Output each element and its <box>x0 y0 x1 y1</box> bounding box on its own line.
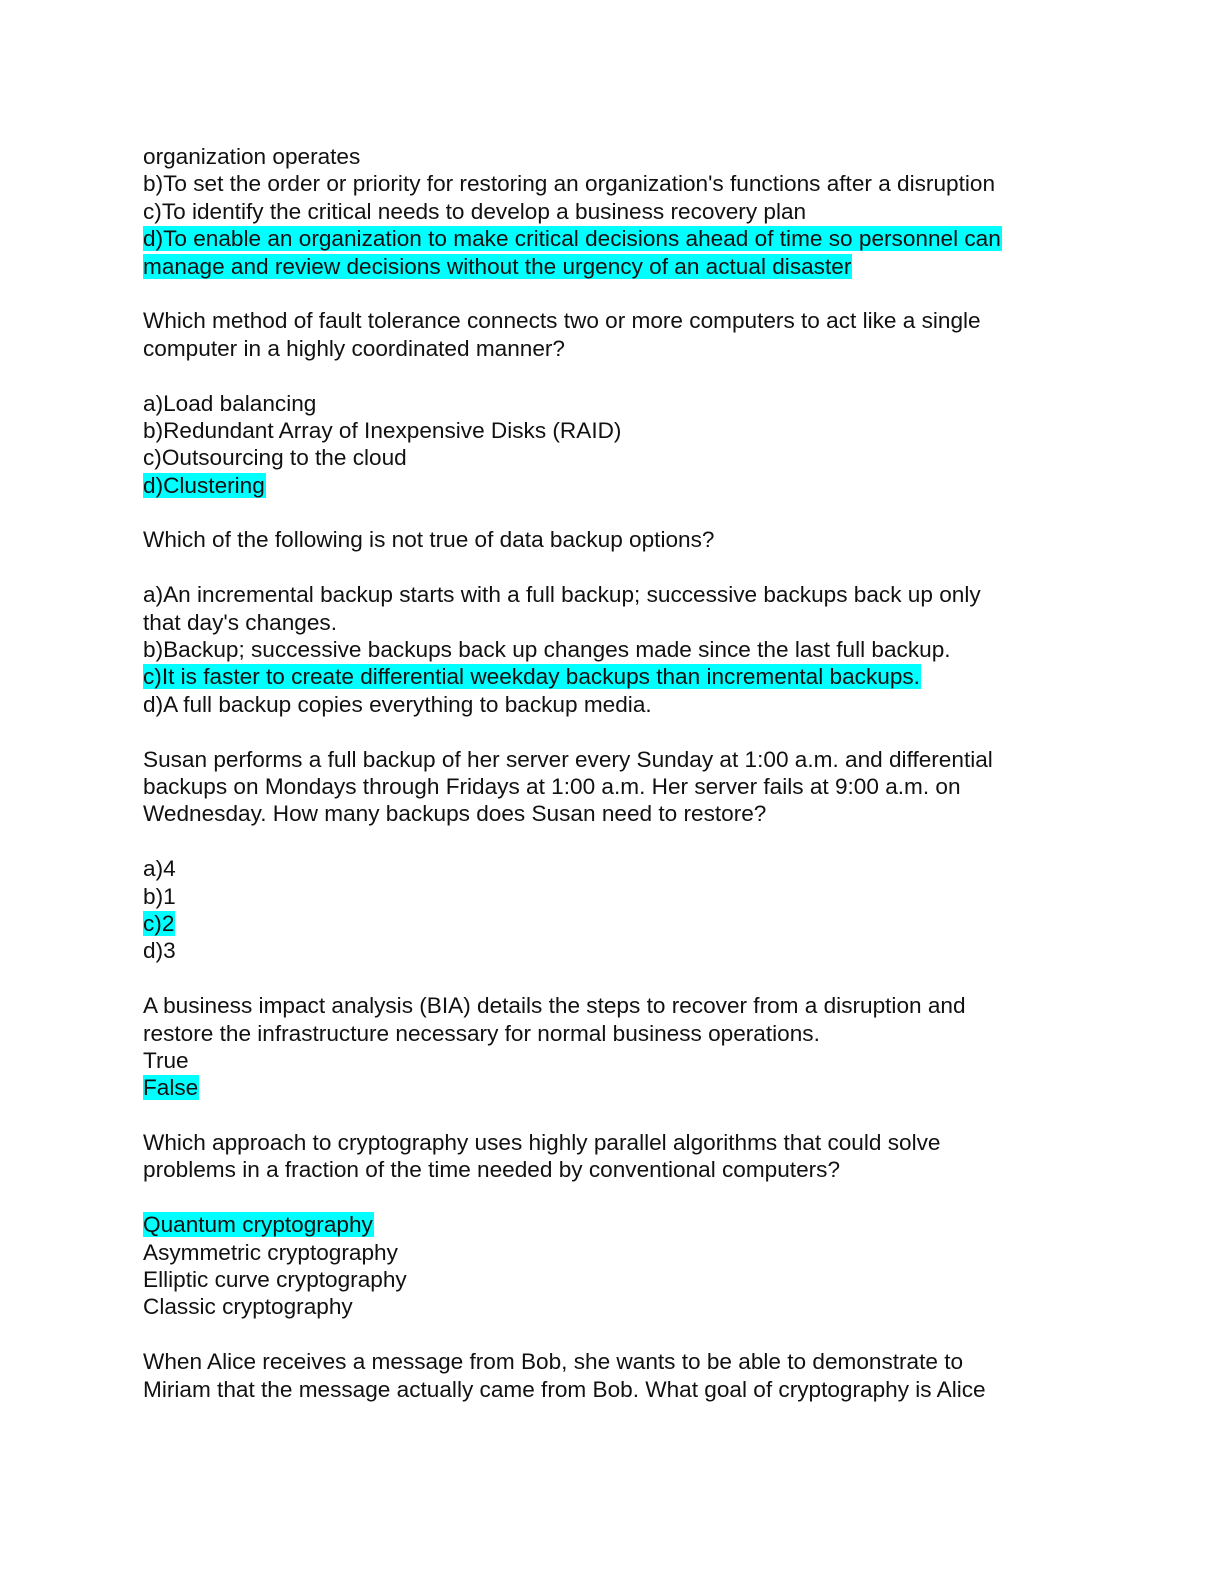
answer-option-false <box>143 1074 1073 1101</box>
question-stem-line: Which method of fault tolerance connects two or more computers to act like a single <box>143 308 981 334</box>
question-stem-line: Which approach to cryptography uses highly parallel algorithms that could solve <box>143 1130 941 1156</box>
answer-option-2: Asymmetric cryptography <box>143 1239 398 1265</box>
question-stem-line: A business impact analysis (BIA) details the steps to recover from a disruption and <box>143 993 966 1019</box>
question-stem-line: Miriam that the message actually came from Bob. What goal of cryptography is Alice <box>143 1376 986 1402</box>
spacer <box>143 965 1073 992</box>
spacer <box>143 828 1073 855</box>
spacer <box>143 1321 1073 1348</box>
answer-option-c <box>143 663 1073 690</box>
question-stem-line: Susan performs a full backup of her server every Sunday at 1:00 a.m. and differential <box>143 746 993 772</box>
answer-option-1 <box>143 1211 1073 1238</box>
spacer <box>143 718 1073 745</box>
answer-option-4: Classic cryptography <box>143 1294 353 1320</box>
answer-option-a: a)4 <box>143 856 176 882</box>
question-stem-line: Wednesday. How many backups does Susan need to restore? <box>143 801 767 827</box>
answer-option-a-line2: that day's changes. <box>143 609 337 635</box>
answer-option-d-line2 <box>143 253 1073 280</box>
question-block-6 <box>143 1348 1073 1403</box>
answer-option-b: b)To set the order or priority for restoring an organization's functions after a disruption <box>143 171 996 197</box>
spacer <box>143 1102 1073 1129</box>
answer-option-d: d)3 <box>143 938 176 964</box>
answer-option-d-line1 <box>143 225 1073 252</box>
spacer <box>143 280 1073 307</box>
correct-answer-highlight: False <box>143 1075 199 1101</box>
question-stem-line: computer in a highly coordinated manner? <box>143 335 566 361</box>
answer-option-b: b)Redundant Array of Inexpensive Disks (RAID) <box>143 417 622 443</box>
answer-option-d <box>143 472 1073 499</box>
question-block-3 <box>143 746 1073 965</box>
answer-option-d: d)A full backup copies everything to backup media. <box>143 691 652 717</box>
answer-option-a: a)Load balancing <box>143 390 317 416</box>
question-block-2 <box>143 526 1073 718</box>
question-block-0 <box>143 143 1073 280</box>
question-stem-line: restore the infrastructure necessary for normal business operations. <box>143 1020 820 1046</box>
correct-answer-highlight: Quantum cryptography <box>143 1212 373 1238</box>
correct-answer-highlight: c)It is faster to create differential weekday backups than incremental backups. <box>143 664 920 690</box>
answer-option-a-line1: a)An incremental backup starts with a full backup; successive backups back up only <box>143 582 981 608</box>
answer-option-b: b)Backup; successive backups back up changes made since the last full backup. <box>143 637 951 663</box>
correct-answer-highlight: d)To enable an organization to make critical decisions ahead of time so personnel can <box>143 226 1001 252</box>
question-block-4 <box>143 992 1073 1102</box>
spacer <box>143 499 1073 526</box>
correct-answer-highlight: d)Clustering <box>143 472 265 498</box>
question-block-1 <box>143 307 1073 499</box>
question-stem-line: When Alice receives a message from Bob, she wants to be able to demonstrate to <box>143 1349 964 1375</box>
question-stem-line: backups on Mondays through Fridays at 1:00 a.m. Her server fails at 9:00 a.m. on <box>143 773 961 799</box>
answer-option-c: c)Outsourcing to the cloud <box>143 445 407 471</box>
question-stem-line: Which of the following is not true of data backup options? <box>143 527 715 553</box>
question-stem-line: problems in a fraction of the time needed by conventional computers? <box>143 1157 841 1183</box>
answer-option-b: b)1 <box>143 883 176 909</box>
question-block-5 <box>143 1129 1073 1321</box>
correct-answer-highlight: manage and review decisions without the urgency of an actual disaster <box>143 253 852 279</box>
spacer <box>143 362 1073 389</box>
answer-option-c: c)To identify the critical needs to develop a business recovery plan <box>143 198 807 224</box>
answer-option-3: Elliptic curve cryptography <box>143 1267 407 1293</box>
question-stem-tail: organization operates <box>143 144 361 169</box>
spacer <box>143 1184 1073 1211</box>
spacer <box>143 554 1073 581</box>
answer-option-true: True <box>143 1047 189 1073</box>
page-content <box>143 143 1073 1403</box>
answer-option-c <box>143 910 1073 937</box>
correct-answer-highlight: c)2 <box>143 910 175 936</box>
